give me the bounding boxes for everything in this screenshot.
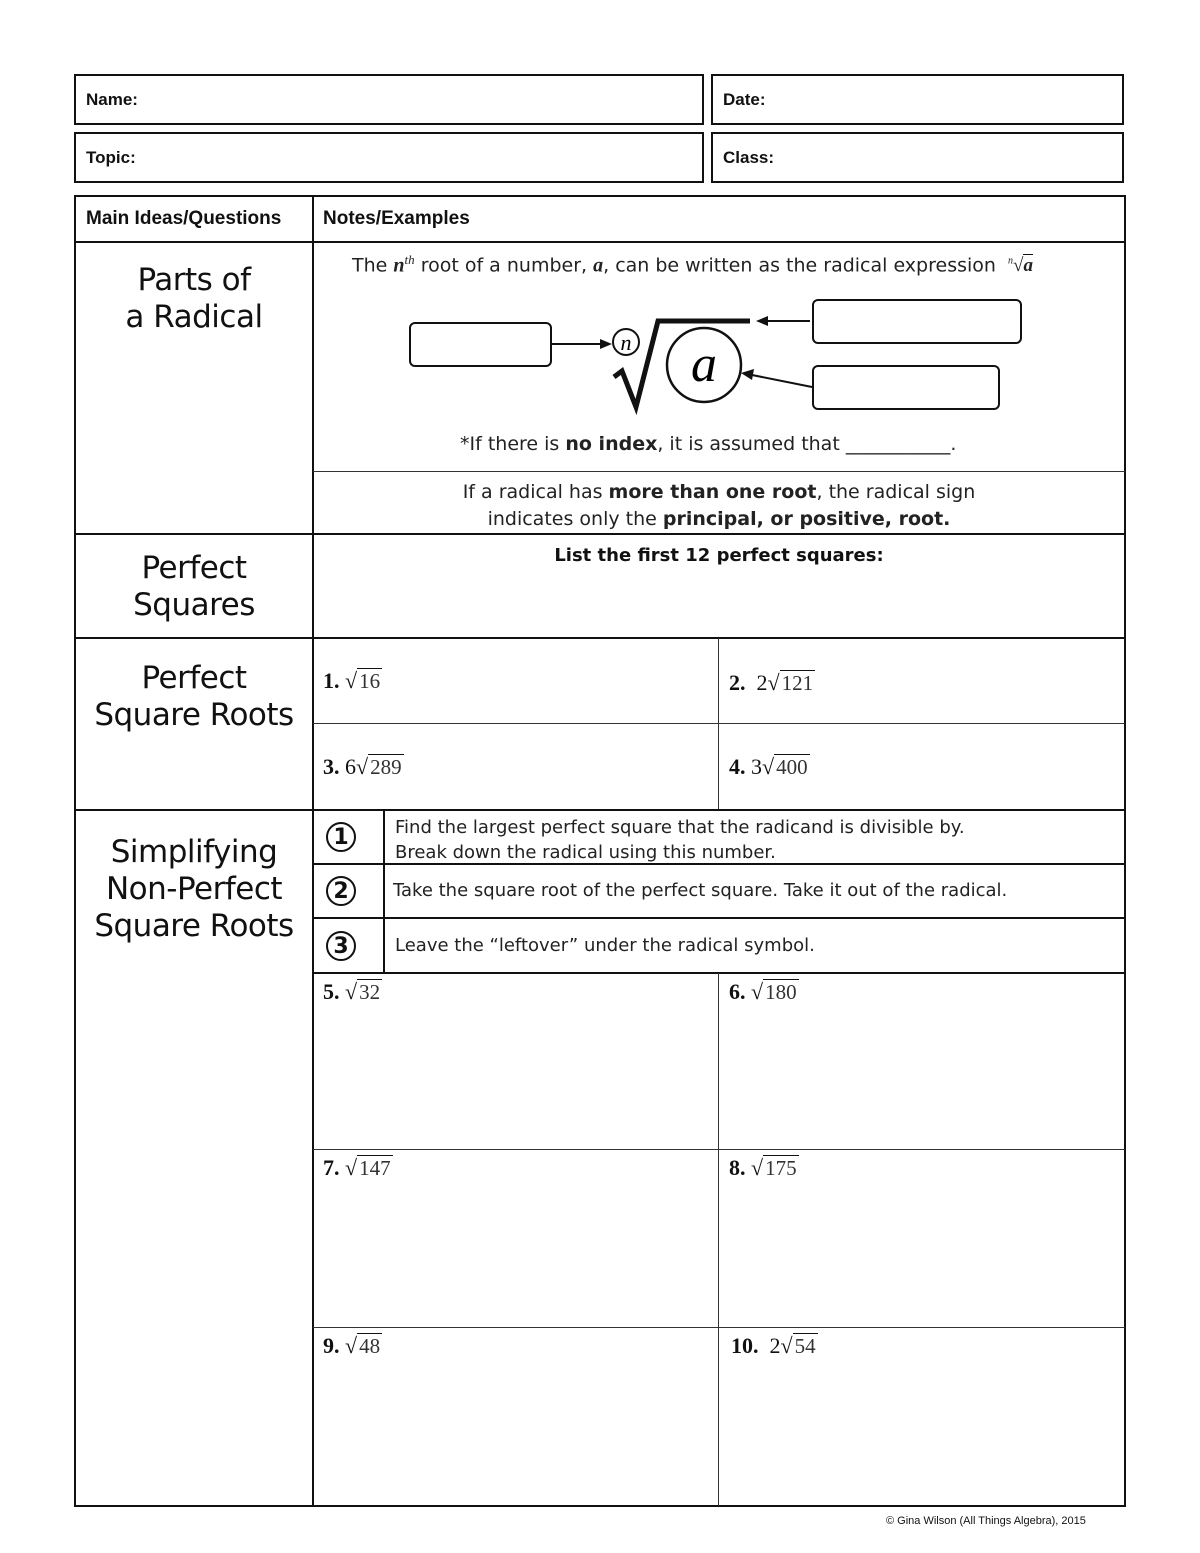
- parts-inner-rule: [313, 471, 1125, 472]
- simplifying-title: Simplifying Non-Perfect Square Roots: [94, 834, 294, 944]
- problem-9[interactable]: 9. √48: [323, 1333, 381, 1358]
- perfect-squares-title: Perfect Squares: [133, 550, 255, 623]
- label-blank-index[interactable]: [409, 322, 552, 367]
- problem-7[interactable]: 7. √147: [323, 1155, 391, 1180]
- steps-marker-divider: [383, 810, 385, 973]
- roots-bottom-rule: [75, 809, 1125, 811]
- perfect-squares-instruction: List the first 12 perfect squares:: [554, 545, 884, 566]
- perfect-square-roots-title: Perfect Square Roots: [94, 660, 294, 733]
- label-blank-radical-sign[interactable]: [812, 299, 1022, 344]
- step-3-text: Leave the “leftover” under the radical symbol.: [395, 935, 815, 956]
- no-index-assumption: *If there is no index, it is assumed that ___________.: [460, 433, 957, 455]
- label-blank-radicand[interactable]: [812, 365, 1000, 410]
- class-box[interactable]: [711, 132, 1124, 183]
- roots-mid-rule: [313, 723, 1125, 724]
- radical-expression: $^n$√a: [1008, 255, 1033, 277]
- step-rule-2: [313, 917, 1125, 919]
- simplify-mid-divider: [718, 973, 719, 1506]
- copyright-footer: © Gina Wilson (All Things Algebra), 2015: [886, 1515, 1086, 1527]
- principal-root-note: If a radical has more than one root, the radical sign indicates only the principal, or positive, root.: [462, 481, 976, 530]
- class-label: Class:: [723, 148, 775, 167]
- notes-examples-header: Notes/Examples: [323, 208, 470, 229]
- step-2-marker: 2: [326, 876, 356, 906]
- problem-6[interactable]: 6. √180: [729, 979, 797, 1004]
- nth-root-intro: The $n^{th}$ root of a number, a, can be written as the radical expression $^n$√a: [352, 252, 1033, 277]
- parts-bottom-rule: [75, 533, 1125, 535]
- radicand-letter: a: [691, 336, 717, 393]
- problem-4[interactable]: 4. 3√400: [729, 754, 808, 779]
- step-2-text: Take the square root of the perfect square. Take it out of the radical.: [393, 880, 1008, 901]
- perfect-squares-answer-area[interactable]: [314, 575, 1124, 635]
- step-3-marker: 3: [326, 931, 356, 961]
- problem-3[interactable]: 3. 6√289: [323, 754, 402, 779]
- topic-label: Topic:: [86, 148, 136, 167]
- arrow-to-index-icon: [600, 339, 612, 349]
- header-rule: [75, 241, 1125, 243]
- perfect-squares-bottom-rule: [75, 637, 1125, 639]
- simplify-row-rule-2: [313, 1327, 1125, 1328]
- topic-box[interactable]: [74, 132, 704, 183]
- main-ideas-header: Main Ideas/Questions: [86, 208, 282, 229]
- step-1-text: Find the largest perfect square that the radicand is divisible by. Break down the radical using this number.: [395, 817, 965, 863]
- date-label: Date:: [723, 90, 766, 109]
- parts-of-radical-title: Parts of a Radical: [125, 262, 263, 335]
- problem-1[interactable]: 1. √16: [323, 668, 381, 693]
- problem-2[interactable]: 2. 2√121: [729, 670, 814, 695]
- problem-8[interactable]: 8. √175: [729, 1155, 797, 1180]
- problem-10[interactable]: 10. 2√54: [731, 1333, 816, 1358]
- date-box[interactable]: [711, 74, 1124, 125]
- problem-5[interactable]: 5. √32: [323, 979, 381, 1004]
- step-rule-3: [313, 972, 1125, 974]
- name-box[interactable]: [74, 74, 704, 125]
- simplify-row-rule-1: [313, 1149, 1125, 1150]
- name-label: Name:: [86, 90, 138, 109]
- arrow-to-radicand-icon: [741, 369, 754, 380]
- radical-diagram: [540, 295, 830, 420]
- index-letter: n: [620, 330, 632, 355]
- step-1-marker: 1: [326, 822, 356, 852]
- arrow-to-radical-icon: [756, 316, 768, 326]
